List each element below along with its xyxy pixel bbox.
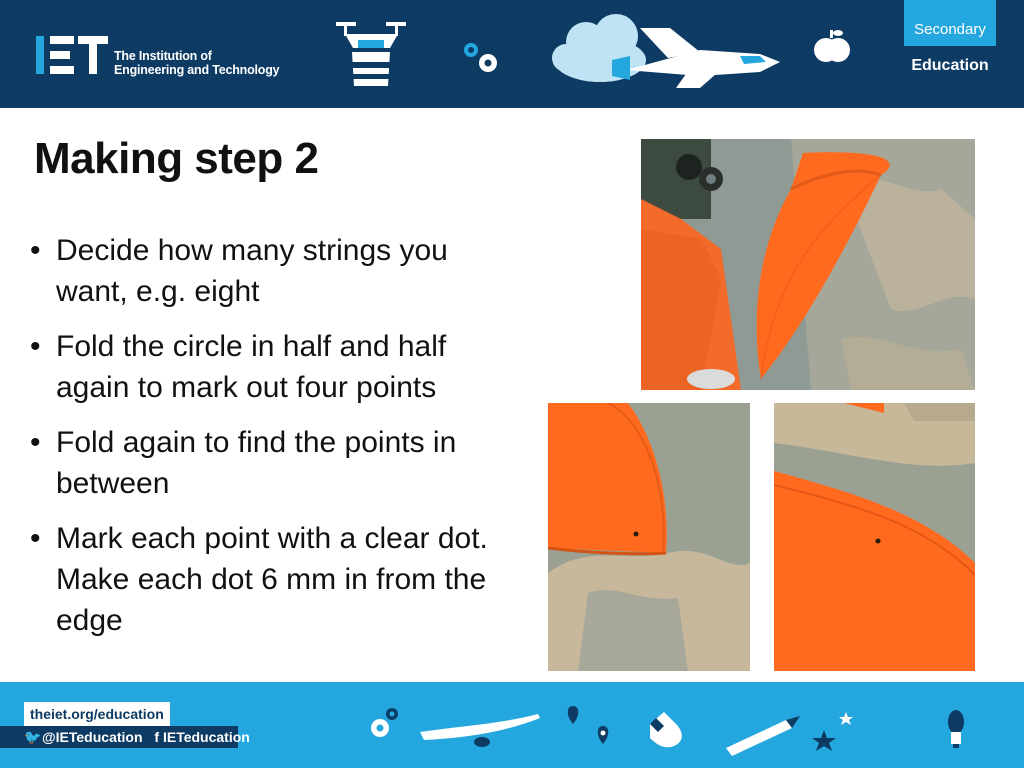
institution-line-1: The Institution of [114, 49, 212, 63]
photo-marked-curve [774, 403, 975, 671]
pencil-icon [726, 716, 800, 756]
bullet-item: • Mark each point with a clear dot. Make each dot 6 mm in from the edge [30, 518, 510, 641]
bullet-list [30, 230, 510, 655]
twitter-handle[interactable]: @IETeducation [42, 729, 143, 745]
orange-curve-closeup-image [774, 403, 975, 671]
gears-icon [464, 43, 497, 72]
photo-dot-near-edge [548, 403, 750, 671]
folded-fabric-on-map-image [641, 139, 975, 390]
map-pin-icon [568, 706, 609, 744]
institution-line-2: Engineering and Technology [114, 63, 280, 77]
light-bulb-icon [948, 710, 964, 748]
slide-title: Making step 2 [34, 134, 319, 183]
apple-icon [814, 30, 850, 62]
badge-secondary-label: Secondary [914, 21, 986, 38]
photo-folded-semicircle [641, 139, 975, 390]
header-illustrations [0, 0, 1024, 108]
secondary-education-badge [904, 0, 996, 108]
gears-icon [371, 708, 398, 737]
footer-band [0, 682, 1024, 768]
header-band [0, 0, 1024, 108]
website-link[interactable]: theiet.org/education [24, 702, 170, 726]
facebook-icon: f [154, 729, 160, 745]
bullet-item: • Fold again to find the points in between [30, 422, 510, 504]
stars-icon [812, 712, 853, 751]
cloud-icon [552, 14, 646, 82]
badge-education: Education [911, 57, 989, 74]
bullet-item: • Fold the circle in half and half again to mark out four points [30, 326, 510, 408]
facebook-handle[interactable]: IETeducation [162, 729, 250, 745]
magnet-icon [650, 712, 682, 747]
badge-secondary [904, 0, 996, 46]
drone-icon [336, 22, 406, 86]
orange-fold-closeup-image [548, 403, 750, 671]
footer-illustrations [0, 682, 1024, 768]
twitter-bird-icon: 🐦 [24, 729, 42, 745]
bullet-item: • Decide how many strings you want, e.g. eight [30, 230, 510, 312]
glider-plane-icon [420, 714, 540, 747]
